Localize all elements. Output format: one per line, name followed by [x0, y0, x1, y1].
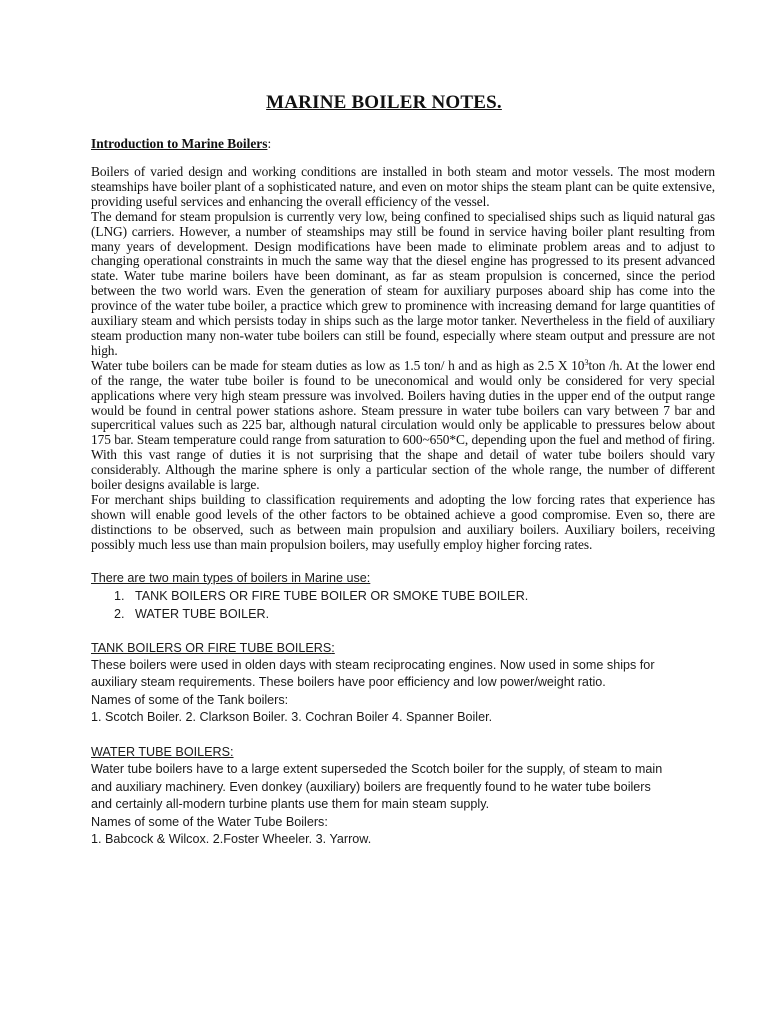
water-tube-boilers-heading-colon: : [230, 744, 234, 759]
tank-boilers-names-list: 1. Scotch Boiler. 2. Clarkson Boiler. 3. Cochran Boiler 4. Spanner Boiler. [91, 710, 493, 725]
water-tube-boilers-names-list: 1. Babcock & Wilcox. 2.Foster Wheeler. 3. Yarrow. [91, 832, 372, 847]
boiler-types-list [91, 587, 715, 623]
intro-heading [91, 136, 715, 152]
boiler-type-item [114, 587, 715, 605]
boiler-type-label: WATER TUBE BOILER. [135, 606, 270, 621]
document-body [91, 136, 715, 849]
duties-text-end: ton /h. At the lower end of the range, the water tube boiler is found to be uneconomical and would only be considered for very special applications where very high steam pressure was involved. Boilers having duties in the upper end of the output range would be found in central power stations ashore. Steam pressure in water tube boilers can vary between 7 bar and supercritical values such as 225 bar, although natural circulation would only be applicable to pressures below about 175 bar. Steam temperature could range from saturation to 600~650*C, depending upon the fuel and method of firing. With this vast range of duties it is not surprising that the shape and detail of water tube boilers should vary considerably. Although the marine sphere is only a particular section of the whole range, the number of different boiler designs available is large. [91, 357, 715, 493]
boiler-types-heading: There are two main types of boilers in Marine use: [91, 570, 371, 585]
intro-heading-colon: : [267, 136, 272, 151]
paragraph-steam-propulsion-demand: The demand for steam propulsion is currently very low, being confined to specialised ships such as liquid natural gas (LNG) carriers. However, a number of steamships may still be found in service having boiler plant resulting from many years of development. Design modifications have been made to eliminate problem areas and to adjust to changing operational constraints in much the same way that the diesel engine has progressed to its present advanced state. Water tube marine boilers have been dominant, as far as steam propulsion is concerned, since the period between the two world wars. Even the generation of steam for auxiliary purposes aboard ship has come into the province of the water tube boiler, a practice which grew to prominence with increasing demand for large quantities of auxiliary steam and which persists today in ships such as the large motor tanker. Nevertheless in the field of auxiliary steam production many non-water tube boilers can still be found, especially where steam output and pressure are not high. [91, 208, 715, 358]
paragraph-boilers-overview: Boilers of varied design and working conditions are installed in both steam and motor vessels. The most modern steamships have boiler plant of a sophisticated nature, and even on motor ships the steam plant can be quite extensive, providing useful services and enhancing the overall efficiency of the vessel. [91, 164, 715, 209]
paragraph-merchant-ships: For merchant ships building to classification requirements and adopting the low forcing rates that experience has shown will enable good levels of the other factors to be obtained achieve a good compromise. Even so, there are distinctions to be observed, such as between main propulsion and auxiliary boilers. Auxiliary boilers, receiving possibly much less use than main propulsion boilers, may usefully employ higher forcing rates. [91, 491, 715, 552]
water-tube-boilers-line: and certainly all-modern turbine plants use them for main steam supply. [91, 797, 490, 812]
intro-heading-text: Introduction to Marine Boilers [91, 136, 268, 151]
water-tube-boilers-heading-text: WATER TUBE BOILERS [91, 744, 231, 759]
tank-boilers-heading [91, 639, 715, 657]
document-title: MARINE BOILER NOTES. [266, 92, 502, 113]
water-tube-boilers-line: Water tube boilers have to a large extent superseded the Scotch boiler for the supply, of steam to main [91, 761, 663, 776]
water-tube-boilers-line: and auxiliary machinery. Even donkey (auxiliary) boilers are frequently found to he water tube boilers [91, 779, 651, 794]
tank-boilers-line: These boilers were used in olden days with steam reciprocating engines. Now used in some ships for [91, 657, 655, 672]
boiler-type-item [114, 605, 715, 623]
list-number: 1. [114, 588, 125, 603]
boiler-type-label: TANK BOILERS OR FIRE TUBE BOILER OR SMOKE TUBE BOILER. [135, 588, 529, 603]
tank-boilers-heading-text: TANK BOILERS OR FIRE TUBE BOILERS [91, 640, 332, 655]
exponent-superscript: 3 [584, 356, 589, 367]
water-tube-boilers-names-label: Names of some of the Water Tube Boilers: [91, 814, 328, 829]
tank-boilers-line: auxiliary steam requirements. These boilers have poor efficiency and low power/weight ratio. [91, 675, 606, 690]
tank-boilers-names-label: Names of some of the Tank boilers: [91, 692, 289, 707]
paragraph-water-tube-duties [91, 356, 715, 493]
water-tube-boilers-heading [91, 743, 715, 761]
duties-text-start: Water tube boilers can be made for steam duties as low as 1.5 ton/ h and as high as 2.5 X 10 [91, 357, 585, 373]
tank-boilers-heading-colon: : [331, 640, 335, 655]
list-number: 2. [114, 606, 125, 621]
